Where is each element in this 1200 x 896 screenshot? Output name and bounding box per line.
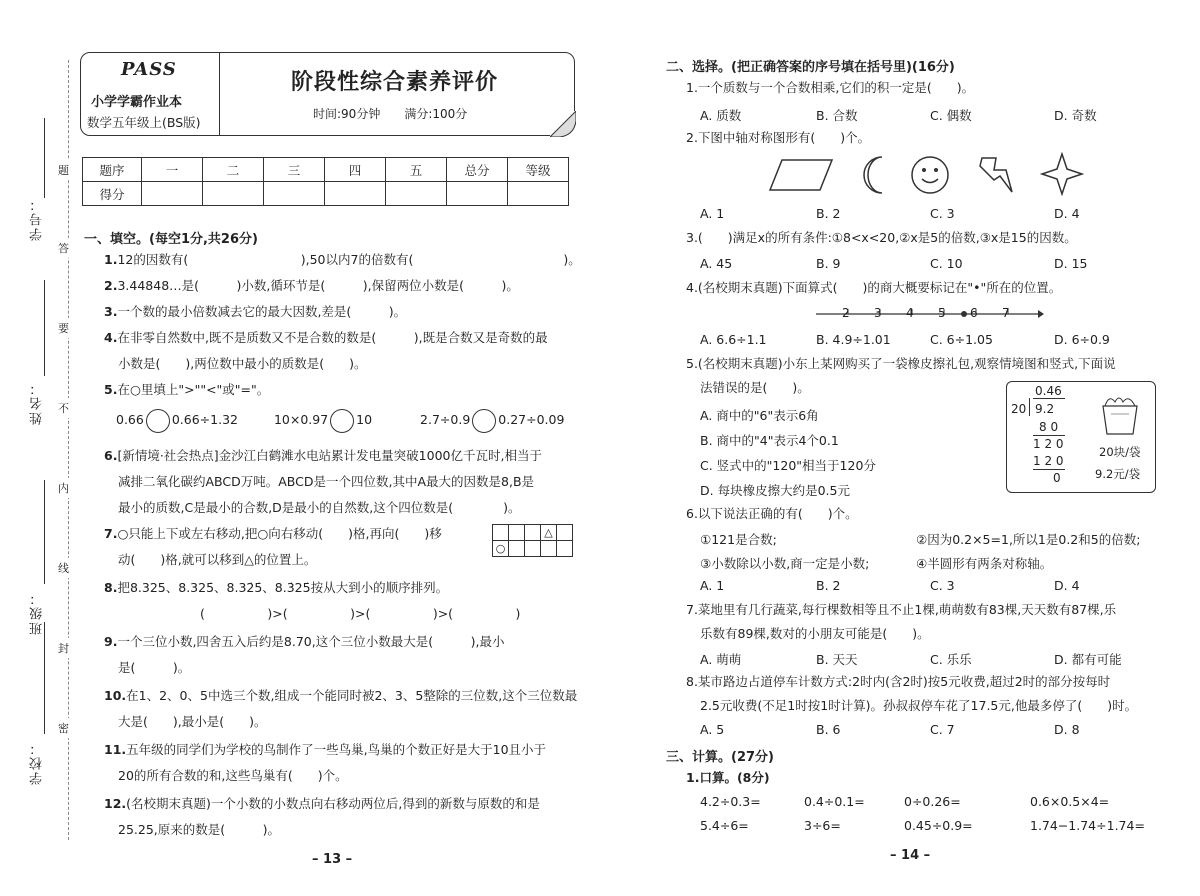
question-cont: 乐数有89棵,数对的小朋友可能是( )。 [700,626,930,641]
score-header-row: 题序 一 二 三 四 五 总分 等级 [83,158,569,182]
tick-label: 5 [938,306,946,320]
option: A. 商中的"6"表示6角 [700,408,819,423]
question: 2.3.44848…是( )小数,循环节是( ),保留两位小数是( )。 [104,278,519,293]
compare-circle[interactable] [330,409,354,433]
circle-icon: ○ [493,541,509,557]
question: 11.五年级的同学们为学校的鸟制作了一些鸟巢,鸟巢的个数正好是大于10且小于 [104,742,547,757]
option: D. 6÷0.9 [1054,332,1110,347]
question: 5.在○里填上">""<"或"="。 [104,382,270,397]
calc-item: 3÷6= [804,818,841,833]
question: 6.以下说法正确的有( )个。 [686,506,858,521]
option: C. 6÷1.05 [930,332,993,347]
page-number: – 13 – [312,852,353,867]
quotient: 0.46 [1035,384,1062,398]
grade-label: 数学五年级上(BS版) [87,115,201,130]
student-id-line [44,118,45,198]
option: C. 乐乐 [930,652,972,667]
step-rule [1033,469,1065,470]
question: 1.12的因数有( ),50以内7的倍数有( )。 [104,252,581,267]
compare-circle[interactable] [472,409,496,433]
question-cont: 2.5元收费(不足1时按1时计算)。孙叔叔停车花了17.5元,他最多停了( )时。 [700,698,1138,713]
question: 12.(名校期末真题)一个小数的小数点向右移动两位后,得到的新数与原数的和是 [104,796,540,811]
question-cont: 大是( ),最小是( )。 [118,714,267,729]
score-table [82,157,569,206]
question: 1.一个质数与一个合数相乘,它们的积一定是( )。 [686,80,975,95]
question-cont: 动( )格,就可以移到△的位置上。 [118,552,317,567]
statement: ②因为0.2×5=1,所以1是0.2和5的倍数; [916,532,1141,547]
name-label: 姓名： [30,380,45,425]
exam-meta: 时间:90分钟 满分:100分 [313,107,468,121]
question: 6.[新情境·社会热点]金沙江白鹤滩水电站累计发电量突破1000亿千瓦时,相当于 [104,448,542,463]
compare-circle[interactable] [146,409,170,433]
statement: ③小数除以小数,商一定是小数; [700,556,870,571]
step: 8 0 [1039,420,1059,434]
bag-price: 9.2元/袋 [1095,467,1141,481]
position-dot-icon [961,311,967,317]
move-grid [492,524,573,557]
question: 4.(名校期末真题)下面算式( )的商大概要标记在"•"所在的位置。 [686,280,1062,295]
question: 7.菜地里有几行蔬菜,每行棵数相等且不止1棵,萌萌数有83棵,天天数有87棵,乐 [686,602,1117,617]
four-point-star-icon [1040,152,1084,196]
page-curl-icon [550,111,576,137]
cut-word: 封 [58,638,69,658]
answer-order-row: ( )>( )>( )>( ) [200,606,521,621]
option: C. 10 [930,256,963,271]
option: B. 商中的"4"表示4个0.1 [700,433,839,448]
name-line [44,280,45,376]
option: A. 5 [700,722,725,737]
tick-label: 2 [842,306,850,320]
section-title: 二、选择。(把正确答案的序号填在括号里)(16分) [666,60,955,75]
question-cont: 最小的质数,C是最小的合数,D是最小的自然数,这个四位数是( )。 [118,500,521,515]
option: B. 合数 [816,108,858,123]
calc-item: 0.45÷0.9= [904,818,973,833]
question: 5.(名校期末真题)小东上某网购买了一袋橡皮擦礼包,观察情境图和竖式,下面说 [686,356,1116,371]
section-title: 三、计算。(27分) [666,750,774,765]
class-line [44,480,45,584]
question: 4.在非零自然数中,既不是质数又不是合数的数是( ),既是合数又是奇数的最 [104,330,548,345]
gift-bag-icon [1099,392,1141,436]
question: 3.( )满足x的所有条件:①8<x<20,②x是5的倍数,③x是15的因数。 [686,230,1077,245]
option: A. 质数 [700,108,742,123]
step: 0 [1053,471,1061,485]
dividend: 9.2 [1035,402,1055,416]
question: 9.一个三位小数,四舍五入后约是8.70,这个三位小数最大是( ),最小 [104,634,505,649]
option: B. 2 [816,206,841,221]
triangle-icon: △ [541,525,557,541]
step-rule [1033,435,1065,436]
calc-item: 0÷0.26= [904,794,961,809]
option: A. 6.6÷1.1 [700,332,767,347]
statement: ①121是合数; [700,532,777,547]
question: 7.○只能上下或左右移动,把○向右移动( )格,再向( )移 [104,526,442,541]
divisor: 20 [1011,402,1027,416]
brand-block [81,53,220,135]
subsection-title: 1.口算。(8分) [686,770,770,785]
cut-word: 内 [58,478,69,498]
option: C. 偶数 [930,108,972,123]
question: 10.在1、2、0、5中选三个数,组成一个能同时被2、3、5整除的三位数,这个三位数最 [104,688,578,703]
calc-item: 5.4÷6= [700,818,749,833]
long-division-figure [1006,381,1156,493]
option: B. 6 [816,722,841,737]
option: C. 竖式中的"120"相当于120分 [700,458,876,473]
tick-label: 4 [906,306,914,320]
step: 1 2 0 [1033,454,1064,468]
calc-item: 0.4÷0.1= [804,794,865,809]
tick-label: 7 [1002,306,1010,320]
option: B. 天天 [816,652,858,667]
statement: ④半圆形有两条对称轴。 [916,556,1053,571]
option: D. 每块橡皮擦大约是0.5元 [700,483,850,498]
question: 8.把8.325、8.325̇、8.32̇5̇、8.3̇25̇按从大到小的顺序排列。 [104,580,449,595]
crescent-moon-icon [860,154,890,196]
score-value-row: 得分 [83,182,569,206]
lightning-icon [976,154,1016,194]
calc-item: 4.2÷0.3= [700,794,761,809]
section-title: 一、填空。(每空1分,共26分) [84,232,258,247]
exam-header [80,52,575,136]
division-bracket [1029,398,1030,416]
option: A. 1 [700,206,725,221]
cut-word: 题 [58,160,69,180]
option: A. 萌萌 [700,652,742,667]
tick-label: 3 [874,306,882,320]
question: 8.某市路边占道停车计数方式:2时内(含2时)按5元收费,超过2时的部分按每时 [686,674,1111,689]
calc-item: 0.6×0.5×4= [1030,794,1110,809]
class-label: 班级： [30,590,45,635]
option: B. 4.9÷1.01 [816,332,891,347]
school-line [44,622,45,734]
option: B. 9 [816,256,841,271]
cut-word: 不 [58,398,69,418]
question-cont: 法错误的是( )。 [700,380,810,395]
bag-count: 20块/袋 [1099,445,1141,459]
cut-word: 答 [58,238,69,258]
cut-word: 要 [58,318,69,338]
parallelogram-icon [768,158,834,192]
cut-word: 密 [58,718,69,738]
school-label: 学校： [30,740,45,785]
page-number: – 14 – [890,848,931,863]
compare-row: 0.66 0.66÷1.32 10×0.97 10 2.7÷0.9 0.27÷0.09 [116,408,564,433]
brand-name: 小学学霸作业本 [91,95,183,110]
option: A. 1 [700,578,725,593]
student-id-label: 学号： [30,196,45,241]
calc-item: 1.74−1.74÷1.74= [1030,818,1145,833]
option: C. 3 [930,206,955,221]
tick-label: 6 [970,306,978,320]
option: C. 3 [930,578,955,593]
option: D. 8 [1054,722,1080,737]
pass-logo: PASS [121,59,177,80]
option: D. 4 [1054,206,1080,221]
option: B. 2 [816,578,841,593]
option: C. 7 [930,722,955,737]
option: D. 都有可能 [1054,652,1122,667]
question-cont: 25.25,原来的数是( )。 [118,822,281,837]
question-cont: 小数是( ),两位数中最小的质数是( )。 [118,356,367,371]
question: 2.下图中轴对称图形有( )个。 [686,130,871,145]
question-cont: 减排二氧化碳约ABCD万吨。ABCD是一个四位数,其中A最大的因数是8,B是 [118,474,535,489]
question: 3.一个数的最小倍数减去它的最大因数,差是( )。 [104,304,407,319]
smiley-face-icon [910,155,950,195]
option: D. 4 [1054,578,1080,593]
division-bar [1033,398,1065,399]
option: A. 45 [700,256,733,271]
question-cont: 是( )。 [118,660,191,675]
option: D. 奇数 [1054,108,1097,123]
step: 1 2 0 [1033,437,1064,451]
cut-word: 线 [58,558,69,578]
question-cont: 20的所有合数的和,这些鸟巢有( )个。 [118,768,348,783]
exam-title: 阶段性综合素养评价 [291,70,499,95]
option: D. 15 [1054,256,1088,271]
